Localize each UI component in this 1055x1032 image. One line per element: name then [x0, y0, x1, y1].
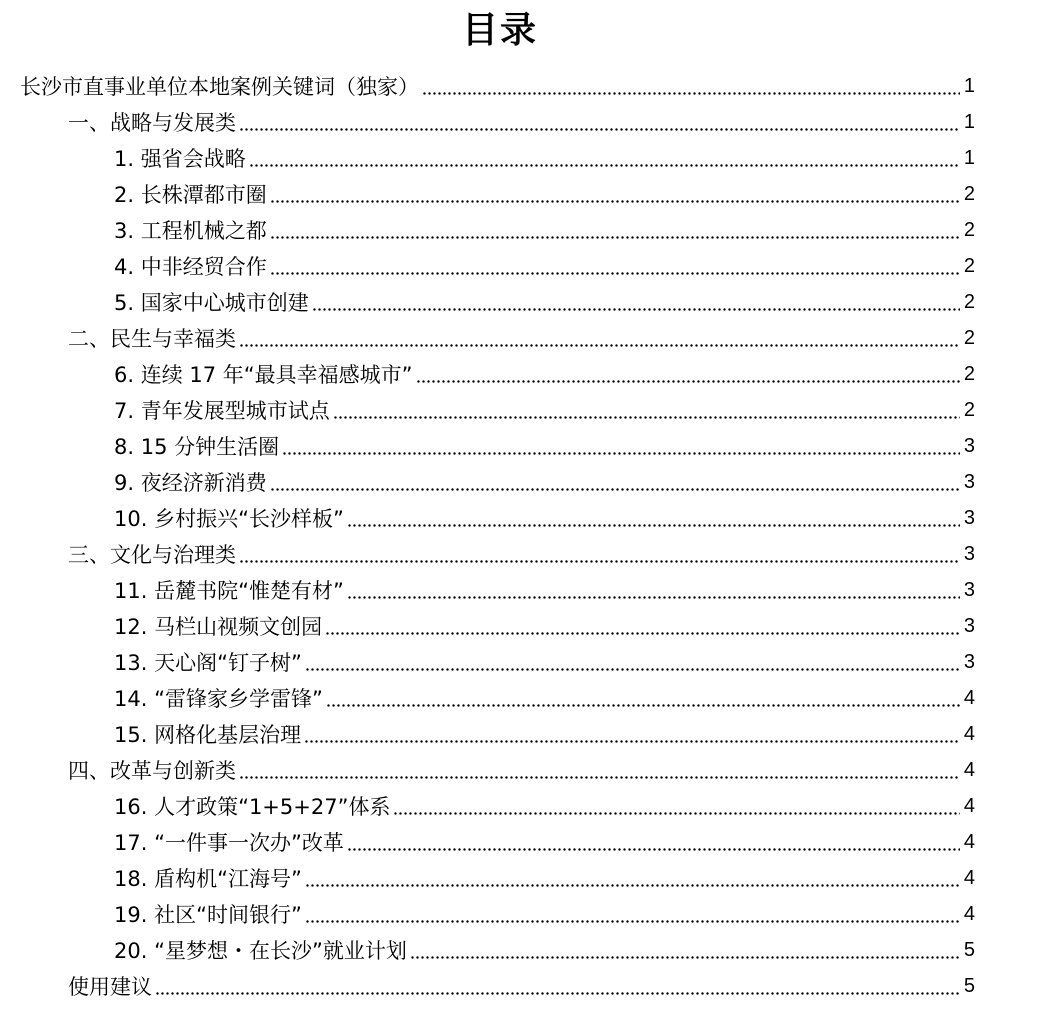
- toc-entry-label: 8. 15 分钟生活圈: [114, 435, 280, 459]
- toc-page-number: 3: [963, 470, 975, 493]
- toc-page-number: 3: [963, 506, 975, 529]
- toc-entry-item-7[interactable]: [114, 392, 975, 428]
- toc-page-number: 4: [963, 686, 975, 709]
- toc-dot-leader: [305, 653, 960, 671]
- toc-entry-item-9[interactable]: [114, 464, 975, 500]
- toc-entry-section-4[interactable]: [68, 752, 975, 788]
- toc-entry-label: 1. 强省会战略: [114, 147, 246, 171]
- toc-entry-item-20[interactable]: [114, 932, 975, 968]
- toc-entry-item-2[interactable]: [114, 176, 975, 212]
- toc-page-number: 2: [963, 398, 975, 421]
- toc-dot-leader: [347, 833, 960, 851]
- toc-entry-label: 20. “星梦想・在长沙”就业计划: [114, 939, 407, 963]
- toc-entry-item-1[interactable]: [114, 140, 975, 176]
- toc-dot-leader: [305, 905, 960, 923]
- toc-entry-label: 10. 乡村振兴“长沙样板”: [114, 507, 344, 531]
- toc-entry-label: 19. 社区“时间银行”: [114, 903, 302, 927]
- toc-page-number: 2: [963, 290, 975, 313]
- toc-page-number: 4: [963, 902, 975, 925]
- toc-page-number: 3: [963, 650, 975, 673]
- toc-page-number: 1: [963, 110, 975, 133]
- toc-entry-section-3[interactable]: [68, 536, 975, 572]
- toc-dot-leader: [239, 761, 960, 779]
- toc-page-number: 2: [963, 326, 975, 349]
- toc-entry-doc[interactable]: [20, 68, 975, 104]
- toc-dot-leader: [239, 545, 960, 563]
- toc-title: 目录: [461, 10, 538, 51]
- toc-entry-label: 一、战略与发展类: [68, 111, 236, 135]
- toc-page-number: 1: [963, 146, 975, 169]
- toc-entry-label: 14. “雷锋家乡学雷锋”: [114, 687, 323, 711]
- toc-dot-leader: [312, 293, 960, 311]
- toc-entry-section-2[interactable]: [68, 320, 975, 356]
- toc-dot-leader: [422, 77, 960, 95]
- toc-page-number: 3: [963, 578, 975, 601]
- toc-dot-leader: [393, 797, 959, 815]
- toc-entry-item-10[interactable]: [114, 500, 975, 536]
- toc-entry-label: 15. 网格化基层治理: [114, 723, 302, 747]
- toc-page-number: 1: [963, 74, 975, 97]
- toc-entry-label: 2. 长株潭都市圈: [114, 183, 267, 207]
- toc-page-number: 5: [963, 974, 975, 997]
- toc-page-number: 4: [963, 830, 975, 853]
- toc-entry-label: 12. 马栏山视频文创园: [114, 615, 323, 639]
- toc-page-number: 2: [963, 362, 975, 385]
- toc-entry-item-4[interactable]: [114, 248, 975, 284]
- toc-page-number: 4: [963, 758, 975, 781]
- toc-entry-label: 二、民生与幸福类: [68, 327, 236, 351]
- toc-page-number: 3: [963, 614, 975, 637]
- toc-page-number: 3: [963, 542, 975, 565]
- toc-page-number: 5: [963, 938, 975, 961]
- toc-entry-item-11[interactable]: [114, 572, 975, 608]
- toc-entry-label: 9. 夜经济新消费: [114, 471, 267, 495]
- toc-dot-leader: [333, 401, 960, 419]
- toc-dot-leader: [270, 257, 960, 275]
- toc-entry-item-15[interactable]: [114, 716, 975, 752]
- toc-dot-leader: [239, 329, 960, 347]
- toc-entry-label: 4. 中非经贸合作: [114, 255, 267, 279]
- toc-entry-section-1[interactable]: [68, 104, 975, 140]
- toc-entry-item-5[interactable]: [114, 284, 975, 320]
- toc-dot-leader: [347, 509, 960, 527]
- toc-dot-leader: [155, 977, 960, 995]
- toc-entry-label: 长沙市直事业单位本地案例关键词（独家）: [20, 75, 419, 99]
- toc-page-number: 3: [963, 434, 975, 457]
- toc-entry-item-17[interactable]: [114, 824, 975, 860]
- toc-dot-leader: [270, 185, 960, 203]
- toc-dot-leader: [305, 869, 960, 887]
- toc-entry-item-8[interactable]: [114, 428, 975, 464]
- toc-entry-label: 7. 青年发展型城市试点: [114, 399, 330, 423]
- toc-dot-leader: [270, 221, 960, 239]
- toc-entry-label: 13. 天心阁“钉子树”: [114, 651, 302, 675]
- toc-dot-leader: [304, 725, 960, 743]
- toc-page-number: 4: [963, 794, 975, 817]
- toc-page-number: 4: [963, 722, 975, 745]
- toc-dot-leader: [249, 149, 960, 167]
- toc-entry-item-13[interactable]: [114, 644, 975, 680]
- toc-entry-usage[interactable]: [68, 968, 975, 1004]
- toc-entry-item-14[interactable]: [114, 680, 975, 716]
- toc-dot-leader: [326, 689, 960, 707]
- toc-entry-item-16[interactable]: [114, 788, 975, 824]
- toc-entry-item-12[interactable]: [114, 608, 975, 644]
- toc-entry-label: 5. 国家中心城市创建: [114, 291, 309, 315]
- toc-entry-item-3[interactable]: [114, 212, 975, 248]
- toc-dot-leader: [416, 365, 960, 383]
- toc-entry-label: 三、文化与治理类: [68, 543, 236, 567]
- toc-page-number: 2: [963, 218, 975, 241]
- toc-dot-leader: [410, 941, 960, 959]
- toc-entry-label: 17. “一件事一次办”改革: [114, 831, 344, 855]
- toc-entry-label: 四、改革与创新类: [68, 759, 236, 783]
- toc-entry-item-19[interactable]: [114, 896, 975, 932]
- toc-entry-label: 16. 人才政策“1+5+27”体系: [114, 795, 391, 819]
- toc-page-number: 4: [963, 866, 975, 889]
- toc-page-number: 2: [963, 182, 975, 205]
- toc-entry-item-18[interactable]: [114, 860, 975, 896]
- toc-dot-leader: [325, 617, 960, 635]
- toc-entry-item-6[interactable]: [114, 356, 975, 392]
- toc-page-number: 2: [963, 254, 975, 277]
- toc-entry-label: 18. 盾构机“江海号”: [114, 867, 302, 891]
- toc-dot-leader: [282, 437, 960, 455]
- toc-dot-leader: [347, 581, 960, 599]
- toc-dot-leader: [239, 113, 960, 131]
- toc-entry-label: 使用建议: [68, 975, 152, 999]
- toc-entry-label: 11. 岳麓书院“惟楚有材”: [114, 579, 344, 603]
- toc-entry-label: 3. 工程机械之都: [114, 219, 267, 243]
- toc-dot-leader: [270, 473, 960, 491]
- toc-entry-label: 6. 连续 17 年“最具幸福感城市”: [114, 363, 413, 387]
